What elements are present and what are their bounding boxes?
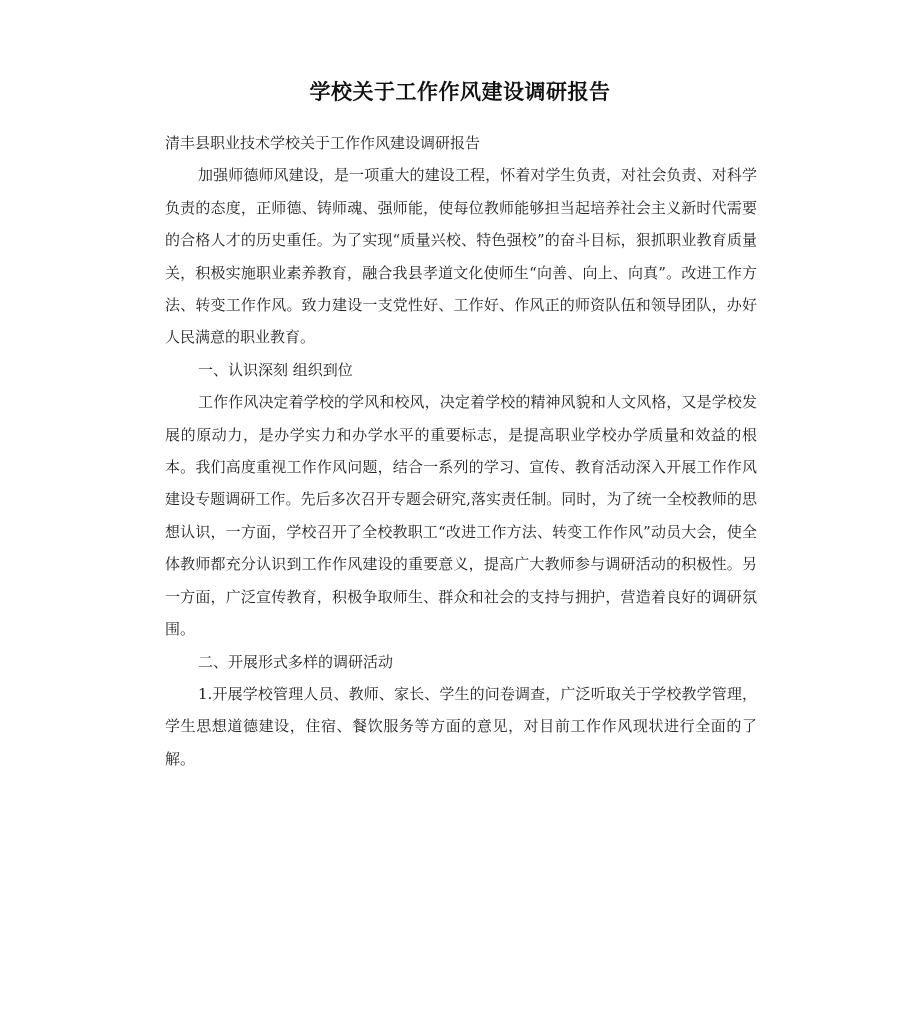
document-title: 学校关于工作作风建设调研报告 xyxy=(309,80,611,105)
section-heading-2: 二、开展形式多样的调研活动 xyxy=(198,652,394,671)
document-body xyxy=(165,127,757,775)
section-1-paragraph: 工作作风决定着学校的学风和校风，决定着学校的精神风貌和人文风格，又是学校发展的原动力，是办学实力和办学水平的重要标志，是提高职业学校办学质量和效益的根本。我们高度重视工作作风问题，结合一系列的学习、宣传、教育活动深入开展工作作风建设专题调研工作。先后多次召开专题会研究,落实责任制。同时，为了统一全校教师的思想认识，一方面，学校召开了全校教职工“改进工作方法、转变工作作风”动员大会，使全体教师都充分认识到工作作风建设的重要意义，提高广大教师参与调研活动的积极性。另一方面，广泛宣传教育，积极争取师生、群众和社会的支持与拥护，营造着良好的调研氛围。 xyxy=(165,393,757,639)
subtitle-paragraph: 清丰县职业技术学校关于工作作风建设调研报告 xyxy=(165,134,481,152)
section-heading-1: 一、认识深刻 组织到位 xyxy=(198,360,353,379)
intro-paragraph: 加强师德师风建设，是一项重大的建设工程，怀着对学生负责，对社会负责、对科学负责的态度，正师德、铸师魂、强师能，使每位教师能够担当起培养社会主义新时代需要的合格人才的历史重任。为了实现“质量兴校、特色强校”的奋斗目标，狠抓职业教育质量关，积极实施职业素养教育，融合我县孝道文化使师生“向善、向上、向真”。改进工作方法、转变工作作风。致力建设一支党性好、工作好、作风正的师资队伍和领导团队，办好人民满意的职业教育。 xyxy=(165,166,757,347)
section-2-item-1: 1.开展学校管理人员、教师、家长、学生的问卷调查，广泛听取关于学校教学管理，学生思想道德建设，住宿、餐饮服务等方面的意见，对目前工作作风现状进行全面的了解。 xyxy=(165,684,757,768)
